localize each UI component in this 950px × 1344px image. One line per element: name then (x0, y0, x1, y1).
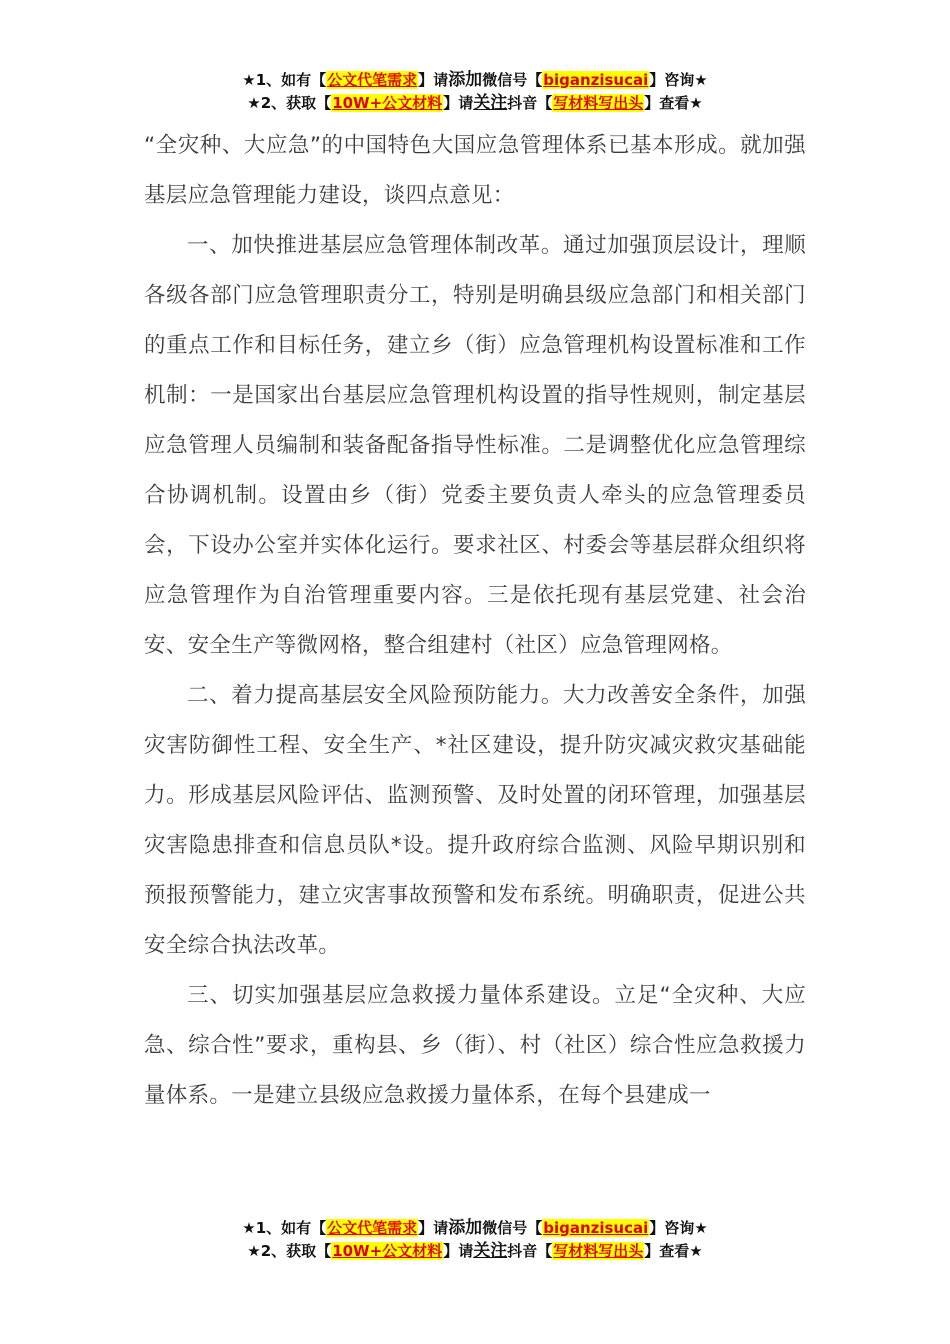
banner-line-2 (0, 1240, 950, 1263)
header-banner (0, 69, 950, 115)
banner-emphasis: 添加 (448, 1218, 483, 1238)
banner-emphasis: 添加 (448, 70, 483, 90)
banner-emphasis: 关注 (473, 93, 508, 113)
banner-text: 】请 (443, 94, 474, 112)
paragraph-intro: “全灾种、大应急”的中国特色大国应急管理体系已基本形成。就加强基层应急管理能力建设，谈四点意见： (144, 133, 806, 208)
banner-text: 微信号【 (482, 1219, 543, 1237)
paragraph-point-2: 二、着力提高基层安全风险预防能力。大力改善安全条件，加强灾害防御性工程、安全生产、*社区建设，提升防灾减灾救灾基础能力。形成基层风险评估、监测预警、及时处置的闭环管理，加强基层灾害隐患排查和信息员队*设。提升政府综合监测、风险早期识别和预报预警能力，建立灾害事故预警和发布系统。明确职责，促进公共安全综合执法改革。 (144, 683, 806, 958)
banner-highlight: biganzisucai (543, 1219, 649, 1237)
banner-emphasis: 关注 (473, 1241, 508, 1261)
banner-text: 】请 (443, 1242, 474, 1260)
paragraph-point-1: 一、加快推进基层应急管理体制改革。通过加强顶层设计，理顺各级各部门应急管理职责分工，特别是明确县级应急部门和相关部门的重点工作和目标任务，建立乡（街）应急管理机构设置标准和工作机制：一是国家出台基层应急管理机构设置的指导性规则，制定基层应急管理人员编制和装备配备指导性标准。二是调整优化应急管理综合协调机制。设置由乡（街）党委主要负责人牵头的应急管理委员会，下设办公室并实体化运行。要求社区、村委会等基层群众组织将应急管理作为自治管理重要内容。三是依托现有基层党建、社会治安、安全生产等微网格，整合组建村（社区）应急管理网格。 (144, 233, 806, 658)
banner-text: ★1、如有【 (242, 1219, 327, 1237)
banner-text: 】咨询★ (649, 71, 708, 89)
banner-line-1 (0, 69, 950, 92)
document-body (144, 121, 806, 1121)
banner-text: 】咨询★ (649, 1219, 708, 1237)
banner-text: 】查看★ (644, 1242, 703, 1260)
banner-line-1 (0, 1217, 950, 1240)
banner-highlight: biganzisucai (543, 71, 649, 89)
banner-highlight: 写材料写出头 (553, 1242, 644, 1260)
banner-text: 抖音【 (507, 94, 553, 112)
paragraph-point-3: 三、切实加强基层应急救援力量体系建设。立足“全灾种、大应急、综合性”要求，重构县、乡（街）、村（社区）综合性应急救援力量体系。一是建立县级应急救援力量体系，在每个县建成一 (144, 983, 806, 1108)
banner-text: 】请 (418, 71, 449, 89)
banner-highlight: 写材料写出头 (553, 94, 644, 112)
banner-highlight: 公文代笔需求 (327, 1219, 418, 1237)
banner-highlight: 10W+公文材料 (332, 94, 443, 112)
banner-line-2 (0, 92, 950, 115)
banner-text: 】查看★ (644, 94, 703, 112)
footer-banner (0, 1217, 950, 1263)
banner-text: 】请 (418, 1219, 449, 1237)
banner-text: 微信号【 (482, 71, 543, 89)
banner-text: 抖音【 (507, 1242, 553, 1260)
banner-text: ★2、获取【 (247, 1242, 332, 1260)
banner-highlight: 10W+公文材料 (332, 1242, 443, 1260)
banner-text: ★1、如有【 (242, 71, 327, 89)
banner-highlight: 公文代笔需求 (327, 71, 418, 89)
banner-text: ★2、获取【 (247, 94, 332, 112)
